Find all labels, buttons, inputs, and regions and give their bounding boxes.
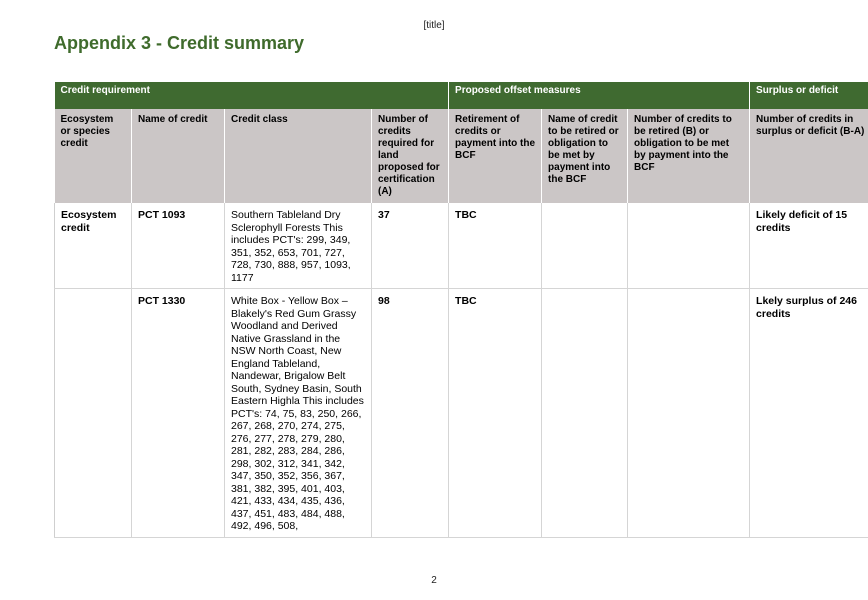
cell-retire-name — [542, 203, 628, 289]
cell-credit-class: White Box - Yellow Box – Blakely's Red Gum Grassy Woodland and Derived Native Grassland in the NSW North Coast, New England Tableland, Nandewar, Brigalow Belt South, Sydney Basin, South Eastern Highla This includes PCT's: 74, 75, 83, 250, 266, 267, 268, 270, 274, 275, 276, 277, 278, 279, 280, 281, 282, 283, 284, 286, 298, 302, 312, 341, 342, 347, 350, 352, 356, 367, 381, 382, 395, 401, 403, 421, 433, 434, 435, 436, 437, 451, 483, 484, 488, 492, 496, 508, — [225, 289, 372, 538]
cell-credit-type: Ecosystem credit — [55, 203, 132, 289]
table-row — [55, 289, 868, 538]
column-header-row — [55, 109, 868, 203]
cell-retirement: TBC — [449, 289, 542, 538]
cell-name-of-credit: PCT 1093 — [132, 203, 225, 289]
cell-retire-number — [628, 203, 750, 289]
cell-retirement: TBC — [449, 203, 542, 289]
cell-credits-required: 98 — [372, 289, 449, 538]
header-retire-number: Number of credits to be retired (B) or obligation to be met by payment into the BCF — [628, 109, 750, 203]
page-heading: Appendix 3 - Credit summary — [54, 33, 305, 53]
header-credit-type: Ecosystem or species credit — [55, 109, 132, 203]
cell-retire-number — [628, 289, 750, 538]
cell-surplus: Likely deficit of 15 credits — [750, 203, 868, 289]
header-name-of-credit: Name of credit — [132, 109, 225, 203]
cell-surplus: Lkely surplus of 246 credits — [750, 289, 868, 538]
cell-credit-type — [55, 289, 132, 538]
group-surplus: Surplus or deficit — [750, 82, 868, 109]
header-retirement: Retirement of credits or payment into the BCF — [449, 109, 542, 203]
header-credits-required: Number of credits required for land proposed for certification (A) — [372, 109, 449, 203]
group-credit-requirement: Credit requirement — [55, 82, 449, 109]
group-header-row — [55, 82, 868, 109]
header-credit-class: Credit class — [225, 109, 372, 203]
cell-credits-required: 37 — [372, 203, 449, 289]
cell-credit-class: Southern Tableland Dry Sclerophyll Forests This includes PCT's: 299, 349, 351, 352, 653, 701, 727, 728, 730, 888, 957, 1093, 1177 — [225, 203, 372, 289]
header-surplus: Number of credits in surplus or deficit (B-A) — [750, 109, 868, 203]
header-retire-name: Name of credit to be retired or obligation to be met by payment into the BCF — [542, 109, 628, 203]
cell-retire-name — [542, 289, 628, 538]
running-title: [title] — [423, 20, 445, 31]
credit-summary-table — [54, 82, 868, 538]
table-row — [55, 203, 868, 289]
page-number: 2 — [431, 575, 437, 586]
cell-name-of-credit: PCT 1330 — [132, 289, 225, 538]
group-proposed-offset: Proposed offset measures — [449, 82, 750, 109]
